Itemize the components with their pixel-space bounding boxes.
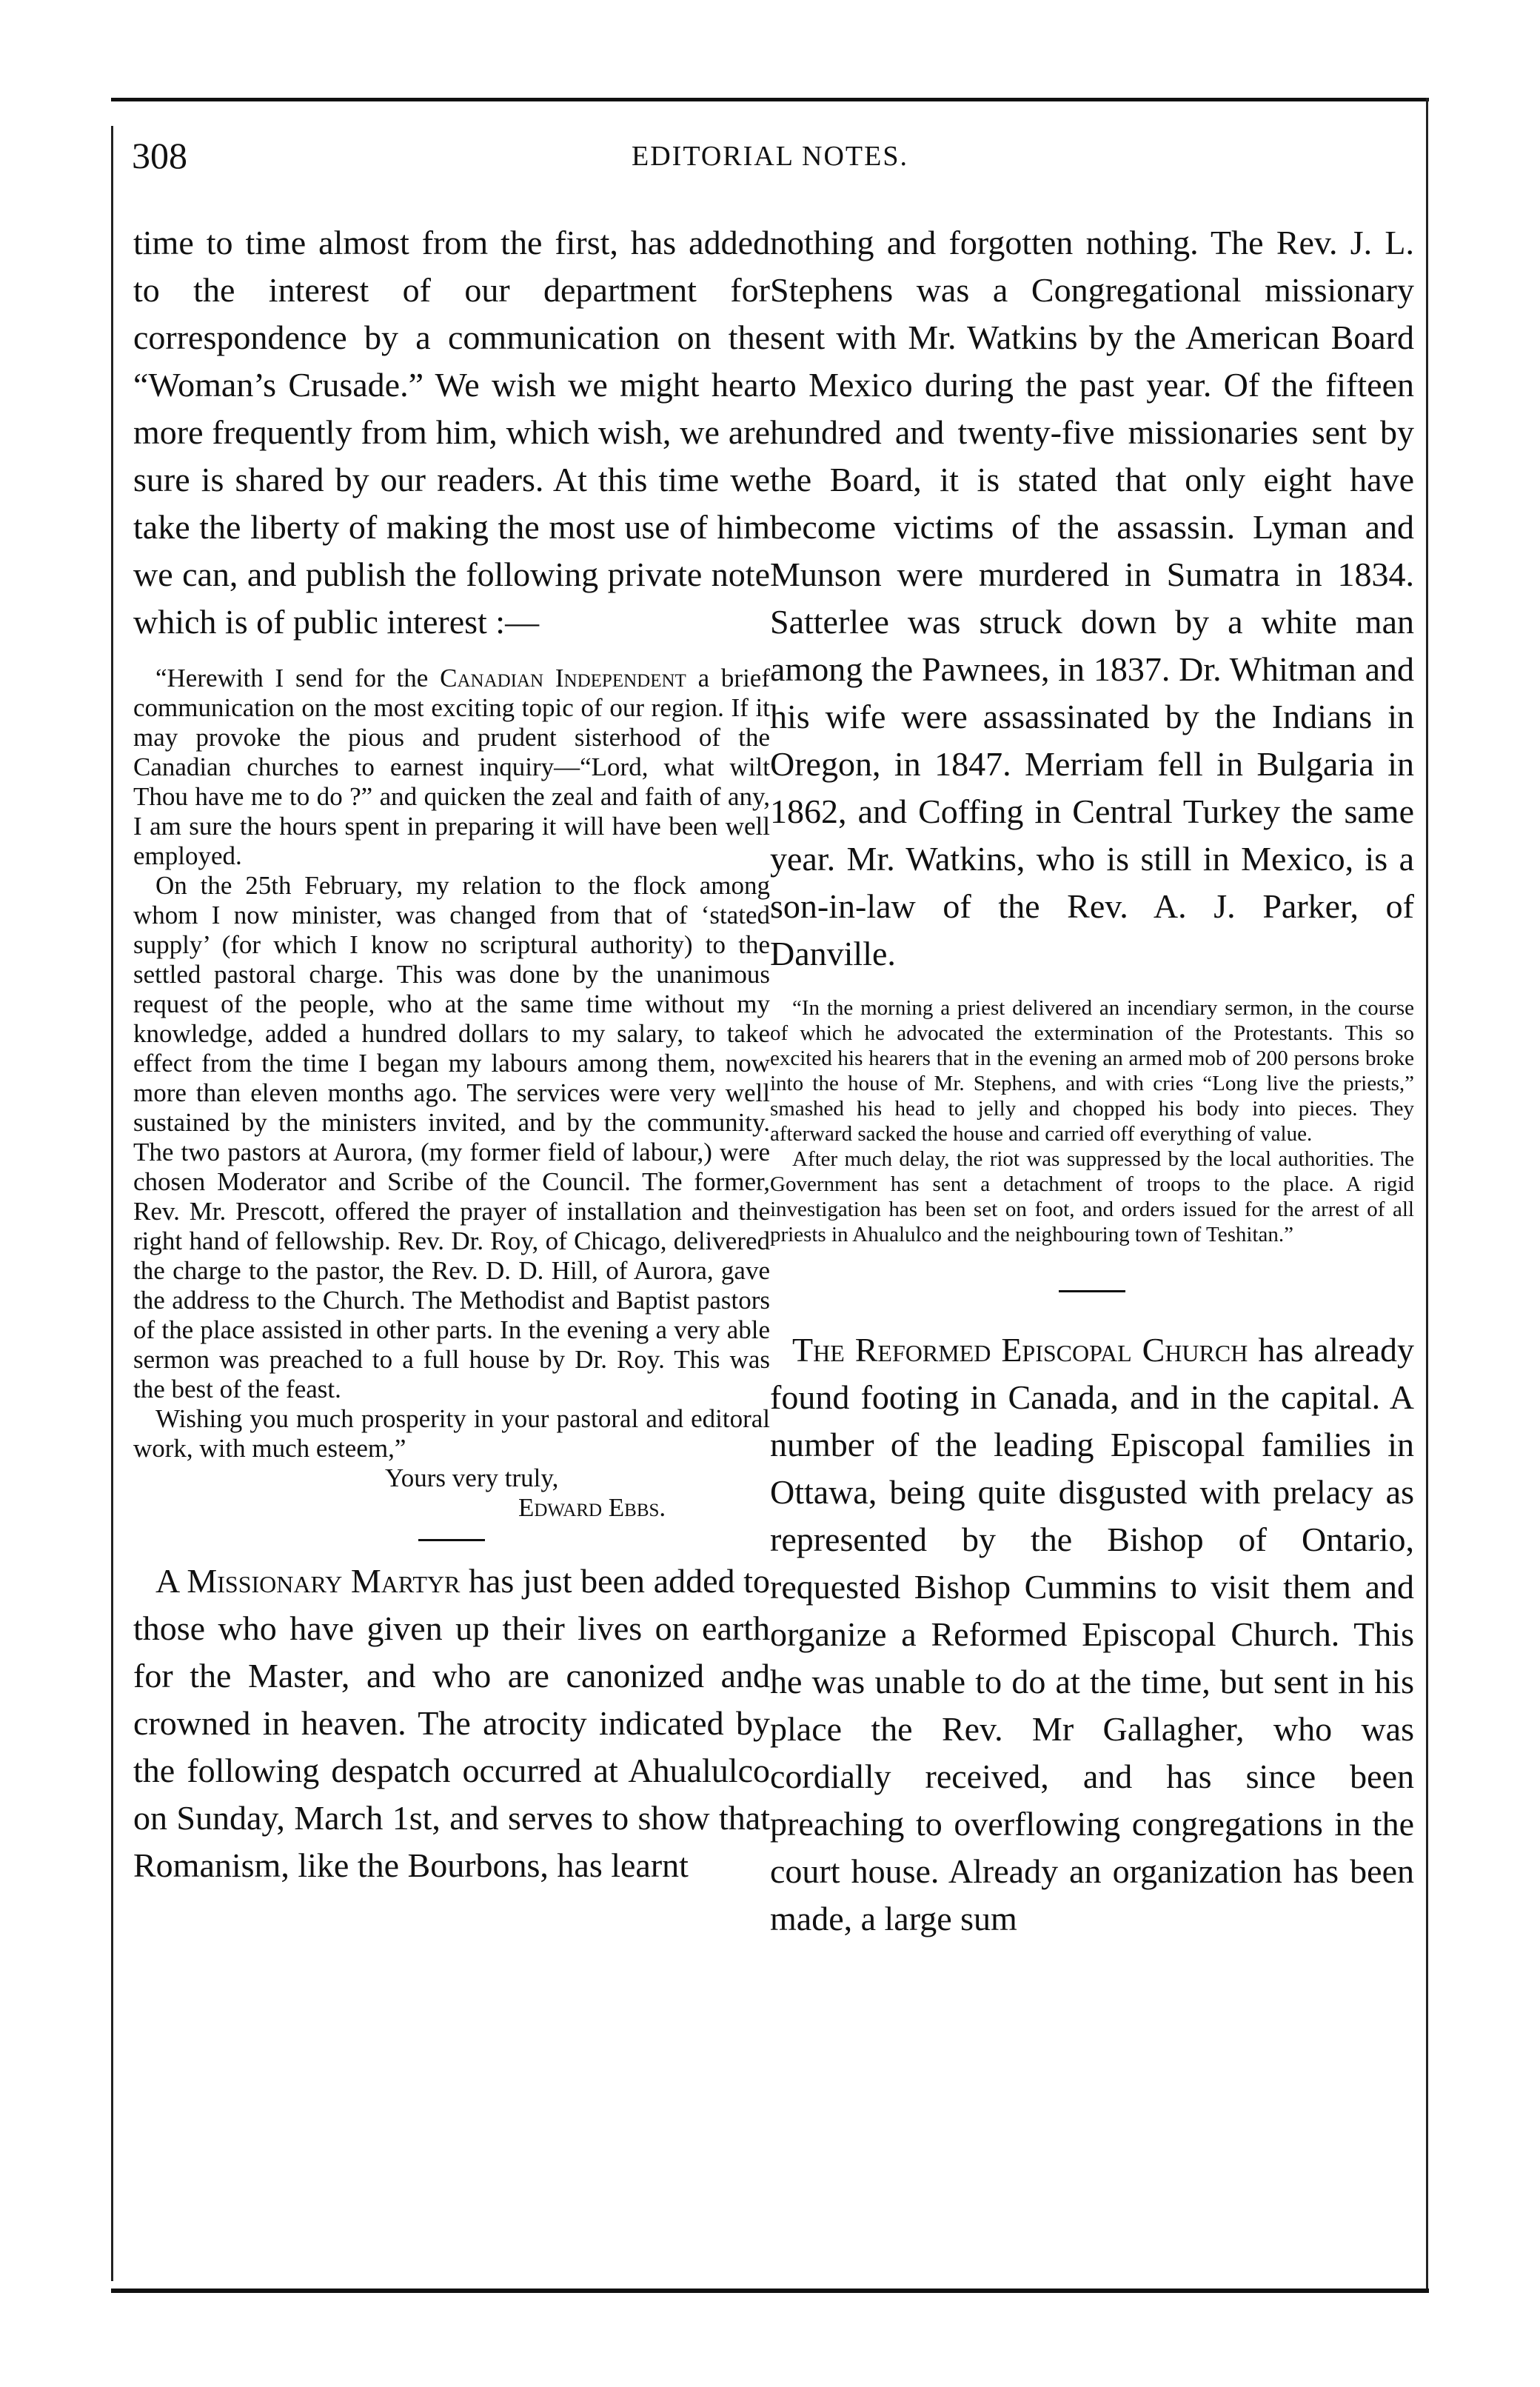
section-divider <box>418 1539 485 1541</box>
reformed-text: has already found footing in Canada, and in the capital. A number of the leading Episcopal families in Ottawa, being quite disgusted with prelacy as represented by the Bishop of Ontario, requested Bishop Cummins to visit them and organize a Reformed Episcopal Church. This he was unable to do at the time, but sent in his place the Rev. Mr Gallagher, who was cordially received, and has since been preaching to overflowing congregations in the court house. Already an organization has been made, a large sum <box>770 1331 1414 1937</box>
martyr-continued-paragraph: nothing and forgotten nothing. The Rev. J. L. Stephens was a Congregational missionary sent with Mr. Watkins by the American Board to Mexico during the past year. Of the fifteen hundred and twenty-five missionaries sent by the Board, it is stated that only eight have become victims of the assassin. Lyman and Munson were murdered in Sumatra in 1834. Satterlee was struck down by a white man among the Pawnees, in 1837. Dr. Whitman and his wife were assassinated by the Indians in Oregon, in 1847. Merriam fell in Bulgaria in 1862, and Coffing in Central Turkey the same year. Mr. Watkins, who is still in Mexico, is a son-in-law of the Rev. A. J. Parker, of Danville. <box>770 224 1414 972</box>
page-number: 308 <box>132 135 187 176</box>
letter-p1-rest: a brief communication on the most exciting topic of our region. If it may provoke the pious and prudent sisterhood of the Canadian churches to earnest inquiry—“Lord, what wilt Thou have me to do ?” and quicken the zeal and faith of any, I am sure the hours spent in preparing it will have been well employed. <box>133 664 770 870</box>
letter-p1-publication: Canadian Independent <box>440 664 686 692</box>
top-rule <box>111 98 1429 101</box>
intro-paragraph: time to time almost from the first, has added to the interest of our department for correspondence by a communication on the “Woman’s Crusade.” We wish we might hear more frequently from him, which wish, we are sure is shared by our readers. At this time we take the liberty of making the most use of him we can, and publish the following private note which is of public interest :— <box>133 224 770 641</box>
right-column <box>770 219 1414 1943</box>
left-frame-line <box>111 126 113 2281</box>
letter-closing: Yours very truly, <box>385 1463 559 1492</box>
martyr-text: has just been added to those who have given up their lives on earth for the Master, and who are canonized and crowned in heaven. The atrocity indicated by the following despatch occurred at Ahualulco on Sunday, March 1st, and serves to show that Romanism, like the Bourbons, has learnt <box>133 1562 771 1884</box>
letter-signature: Edward Ebbs. <box>518 1493 666 1522</box>
letter-paragraph-2: On the 25th February, my relation to the flock among whom I now minister, was changed from that of ‘stated supply’ (for which I know no scriptural authority) to the settled pastoral charge. This was done by the unanimous request of the people, who at the same time without my knowledge, added a hundred dollars to my salary, to take effect from the time I began my labours among them, now more than eleven months ago. The services were very well sustained by the ministers invited, and by the community. The two pastors at Aurora, (my former field of labour,) were chosen Moderator and Scribe of the Council. The former, Rev. Mr. Prescott, offered the prayer of installation and the right hand of fellowship. Rev. Dr. Roy, of Chicago, delivered the charge to the pastor, the Rev. D. D. Hill, of Aurora, gave the address to the Church. The Methodist and Baptist pastors of the place assisted in other parts. In the evening a very able sermon was preached to a full house by Dr. Roy. This was the best of the feast. <box>133 871 770 1403</box>
running-head: EDITORIAL NOTES. <box>632 141 908 172</box>
letter-paragraph-3: Wishing you much prosperity in your pastoral and editoral work, with much esteem,” <box>133 1404 770 1463</box>
dispatch-paragraph-2: After much delay, the riot was suppressed by the local authorities. The Government has sent a detachment of troops to the place. A rigid investigation has been set on foot, and orders issued for the arrest of all priests in Ahualulco and the neighbouring town of Teshitan.” <box>770 1147 1414 1246</box>
right-frame-line <box>1426 98 1428 2290</box>
letter-p1-open: “Herewith I send for the <box>155 664 441 692</box>
bottom-rule <box>111 2288 1429 2293</box>
section-divider <box>1059 1290 1125 1292</box>
left-column <box>133 219 770 1889</box>
martyr-heading: A Missionary Martyr <box>155 1562 461 1600</box>
dispatch-paragraph-1: “In the morning a priest delivered an incendiary sermon, in the course of which he advocated the extermination of the Protestants. This so excited his hearers that in the evening an armed mob of 200 persons broke into the house of Mr. Stephens, and with cries “Long live the priests,” smashed his head to jelly and chopped his body into pieces. They afterward sacked the house and carried off everything of value. <box>770 996 1414 1146</box>
reformed-heading: The Reformed Episcopal Church <box>792 1331 1248 1369</box>
martyr-paragraph <box>133 1558 770 1889</box>
reformed-church-paragraph <box>770 1326 1414 1943</box>
letter-paragraph-1 <box>133 664 770 871</box>
